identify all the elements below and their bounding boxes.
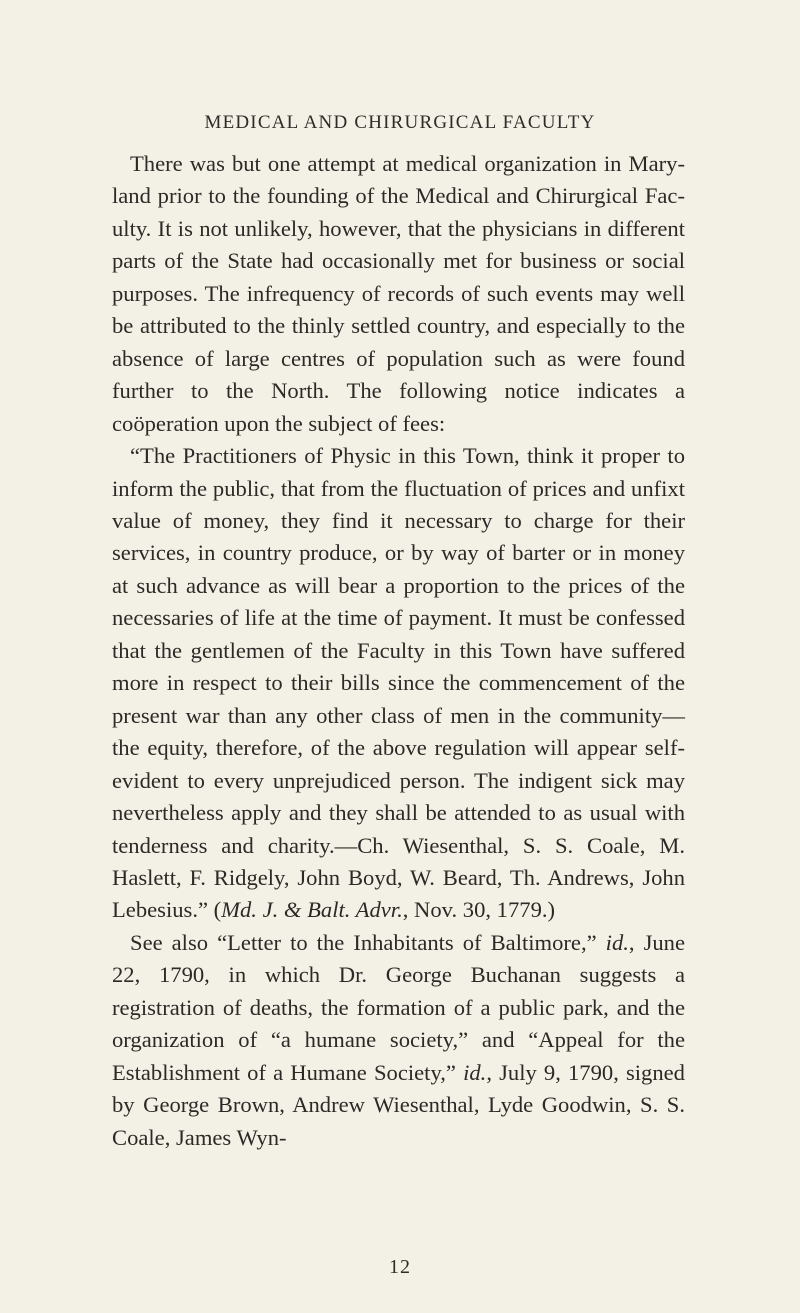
running-head: MEDICAL AND CHIRURGICAL FACULTY — [204, 112, 596, 133]
citation-ibid-1: id. — [605, 929, 629, 955]
see-also-text: See also “Letter to the Inhabitants of Baltimore,” — [130, 929, 606, 955]
citation-newspaper: Md. J. & Balt. Advr. — [221, 897, 403, 923]
quotation-text: “The Practitioners of Physic in this Town, think it proper to inform the public, that from the fluctuation of prices and unfixt value of money, they find it necessary to charge for their services, in country produce, or by way of barter or in money at such advance as will bear a proportion to the prices of the necessaries of life at the time of payment. It must be confessed that the gentlemen of the Faculty in this Town have suffered more in respect to their bills since the commencement of the present war than any other class of men in the community—the equity, therefore, of the above regulation will appear self-evident to every unprejudiced person. The indigent sick may nevertheless apply and they shall be attended to as usual with tenderness and charity.—Ch. Wiesenthal, S. S. Coale, M. Haslett, F. Ridgely, John Boyd, W. Beard, Th. Andrews, John Lebesius.” ( — [112, 443, 685, 923]
paragraph-quotation — [112, 440, 685, 927]
see-also-end: , July 9, 1790, signed by George Brown, Andrew Wiesenthal, Lyde Goodwin, S. S. Coale, James Wyn- — [112, 1059, 685, 1150]
citation-date: , Nov. 30, 1779.) — [402, 897, 556, 923]
paragraph-see-also — [112, 927, 685, 1154]
citation-ibid-2: id. — [463, 1059, 487, 1085]
page-number: 12 — [389, 1256, 411, 1278]
body-text — [112, 148, 685, 1154]
paragraph-intro: There was but one attempt at medical organization in Maryland prior to the founding of the Medical and Chirurgical Faculty. It is not unlikely, however, that the physicians in different parts of the State had occasionally met for business or social purposes. The infrequency of records of such events may well be attributed to the thinly settled country, and especially to the absence of large centres of population such as were found further to the North. The following notice indicates a coöperation upon the subject of fees: — [112, 151, 685, 436]
see-also-middle: , June 22, 1790, in which Dr. George Buchanan suggests a registration of deaths, the formation of a public park, and the organization of “a humane society,” and “Appeal for the Establishment of a Humane Society,” — [112, 929, 686, 1085]
